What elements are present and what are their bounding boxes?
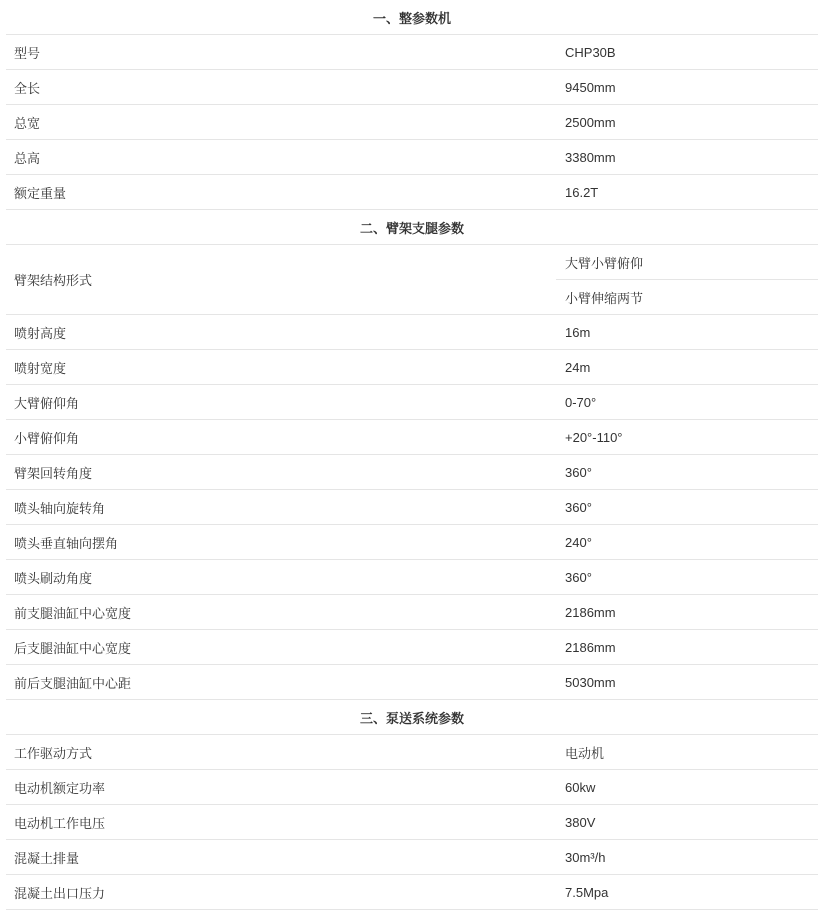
param-label: 电动机工作电压 bbox=[6, 805, 556, 840]
param-value: +20°-110° bbox=[556, 420, 818, 455]
table-row bbox=[6, 735, 818, 770]
table-row bbox=[6, 630, 818, 665]
param-label: 全长 bbox=[6, 70, 556, 105]
param-label: 后支腿油缸中心宽度 bbox=[6, 630, 556, 665]
table-row bbox=[6, 875, 818, 910]
table-row bbox=[6, 805, 818, 840]
section-header-row bbox=[6, 0, 818, 35]
param-value: 16.2T bbox=[556, 175, 818, 210]
param-value: 0-70° bbox=[556, 385, 818, 420]
param-label: 喷射高度 bbox=[6, 315, 556, 350]
param-value: 16m bbox=[556, 315, 818, 350]
table-row bbox=[6, 35, 818, 70]
table-row bbox=[6, 70, 818, 105]
section-title: 一、整参数机 bbox=[6, 0, 818, 35]
param-label: 型号 bbox=[6, 35, 556, 70]
spec-table-body bbox=[6, 0, 818, 910]
param-value: 2500mm bbox=[556, 105, 818, 140]
param-label: 前支腿油缸中心宽度 bbox=[6, 595, 556, 630]
param-label: 总宽 bbox=[6, 105, 556, 140]
param-value: 3380mm bbox=[556, 140, 818, 175]
param-value: 360° bbox=[556, 490, 818, 525]
param-label: 混凝土排量 bbox=[6, 840, 556, 875]
param-label: 喷头轴向旋转角 bbox=[6, 490, 556, 525]
table-row bbox=[6, 245, 818, 280]
table-row bbox=[6, 350, 818, 385]
param-value: 360° bbox=[556, 455, 818, 490]
param-value: 大臂小臂俯仰 bbox=[556, 245, 818, 280]
param-label: 电动机额定功率 bbox=[6, 770, 556, 805]
param-value: 2186mm bbox=[556, 595, 818, 630]
param-value: 60kw bbox=[556, 770, 818, 805]
table-row bbox=[6, 665, 818, 700]
param-label: 喷头垂直轴向摆角 bbox=[6, 525, 556, 560]
table-row bbox=[6, 385, 818, 420]
table-row bbox=[6, 105, 818, 140]
param-value: 7.5Mpa bbox=[556, 875, 818, 910]
table-row bbox=[6, 490, 818, 525]
spec-table bbox=[6, 0, 818, 910]
param-label: 喷射宽度 bbox=[6, 350, 556, 385]
param-value: 30m³/h bbox=[556, 840, 818, 875]
section-title: 二、臂架支腿参数 bbox=[6, 210, 818, 245]
param-value: 5030mm bbox=[556, 665, 818, 700]
section-header-row bbox=[6, 210, 818, 245]
table-row bbox=[6, 420, 818, 455]
param-value: CHP30B bbox=[556, 35, 818, 70]
param-label: 总高 bbox=[6, 140, 556, 175]
param-value: 2186mm bbox=[556, 630, 818, 665]
table-row bbox=[6, 140, 818, 175]
param-value: 小臂伸缩两节 bbox=[556, 280, 818, 315]
table-row bbox=[6, 770, 818, 805]
param-label: 臂架结构形式 bbox=[6, 245, 556, 315]
table-row bbox=[6, 525, 818, 560]
param-label: 大臂俯仰角 bbox=[6, 385, 556, 420]
table-row bbox=[6, 315, 818, 350]
param-label: 喷头刷动角度 bbox=[6, 560, 556, 595]
param-value: 电动机 bbox=[556, 735, 818, 770]
param-label: 工作驱动方式 bbox=[6, 735, 556, 770]
param-label: 混凝土出口压力 bbox=[6, 875, 556, 910]
section-title: 三、泵送系统参数 bbox=[6, 700, 818, 735]
param-label: 前后支腿油缸中心距 bbox=[6, 665, 556, 700]
param-value: 360° bbox=[556, 560, 818, 595]
param-value: 380V bbox=[556, 805, 818, 840]
table-row bbox=[6, 175, 818, 210]
param-label: 额定重量 bbox=[6, 175, 556, 210]
table-row bbox=[6, 560, 818, 595]
table-row bbox=[6, 455, 818, 490]
param-value: 9450mm bbox=[556, 70, 818, 105]
param-value: 24m bbox=[556, 350, 818, 385]
param-label: 小臂俯仰角 bbox=[6, 420, 556, 455]
param-label: 臂架回转角度 bbox=[6, 455, 556, 490]
param-value: 240° bbox=[556, 525, 818, 560]
table-row bbox=[6, 595, 818, 630]
section-header-row bbox=[6, 700, 818, 735]
table-row bbox=[6, 840, 818, 875]
